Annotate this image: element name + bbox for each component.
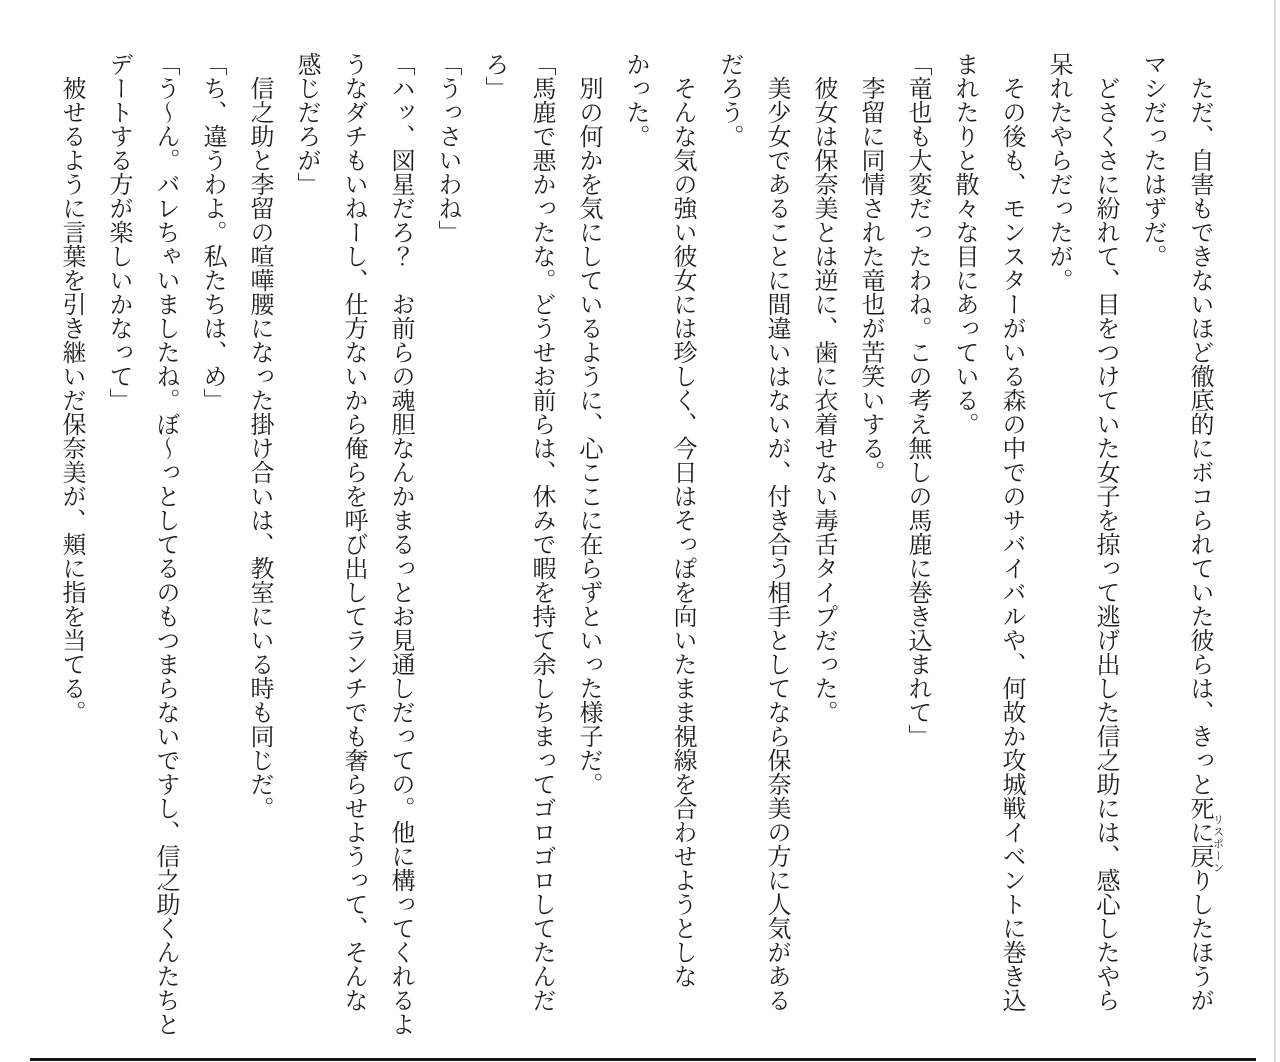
text-line: 「竜也も大変だったわね。この考え無しの馬鹿に巻き込まれて」 <box>904 52 932 748</box>
text-line: 別の何かを気にしているように、心ここに在らずといった様子だ。 <box>575 76 603 796</box>
text-line: だろう。 <box>716 52 744 148</box>
text-line: その後も、モンスターがいる森の中でのサバイバルや、何故か攻城戦イベントに巻き込 <box>998 76 1026 1012</box>
text-line: 感じだろが」 <box>293 52 321 196</box>
text-line: 美少女であることに間違いはないが、付き合う相手としてなら保奈美の方に人気がある <box>763 76 791 1012</box>
text-line: 信之助と李留の喧嘩腰になった掛け合いは、教室にいる時も同じだ。 <box>246 76 274 820</box>
text-line: 「う〜ん。バレちゃいましたね。ぼ〜っとしてるのもつまらないですし、信之助くんたちと <box>152 52 180 1036</box>
right-edge-line <box>1274 0 1276 1062</box>
text-line: かった。 <box>622 52 650 148</box>
text-line: うなダチもいねーし、仕方ないから俺らを呼び出してランチでも奢らせようって、そんな <box>340 52 368 1012</box>
text-line: マシだったはずだ。 <box>1139 52 1167 268</box>
text-line: 彼女は保奈美とは逆に、歯に衣着せない毒舌タイプだった。 <box>810 76 838 724</box>
text-line: 「うっさいわね」 <box>434 52 462 244</box>
progress-bar[interactable] <box>30 1058 1256 1061</box>
text-line: どさくさに紛れて、目をつけていた女子を掠って逃げ出した信之助には、感心したやら <box>1092 76 1120 1012</box>
text-line: まれたりと散々な目にあっている。 <box>951 52 979 436</box>
text-line: 李留に同情された竜也が苦笑いする。 <box>857 76 885 484</box>
text-line: ろ」 <box>481 52 509 100</box>
text-line: 「ち、違うわよ。私たちは、め」 <box>199 52 227 412</box>
text-line: ただ、自害もできないほど徹底的にボコられていた彼らは、きっと死に戻りリスポーンしたほうが <box>1186 76 1225 1012</box>
novel-text-area <box>48 52 1224 1042</box>
text-line: そんな気の強い彼女には珍しく、今日はそっぽを向いたまま視線を合わせようとしな <box>669 76 697 988</box>
text-line: 被せるように言葉を引き継いだ保奈美が、頬に指を当てる。 <box>58 76 86 724</box>
text-line: デートする方が楽しいかなって」 <box>105 52 133 412</box>
text-line: 呆れたやらだったが。 <box>1045 52 1073 292</box>
text-line: 「ハッ、図星だろ？ お前らの魂胆なんかまるっとお見通しだっての。他に構ってくれるよ <box>387 52 415 1036</box>
text-line: 「馬鹿で悪かったな。どうせお前らは、休みで暇を持て余しちまってゴロゴロしてたんだ <box>528 52 556 1012</box>
ruby-annotation: 死に戻りリスポーン <box>1186 796 1225 892</box>
